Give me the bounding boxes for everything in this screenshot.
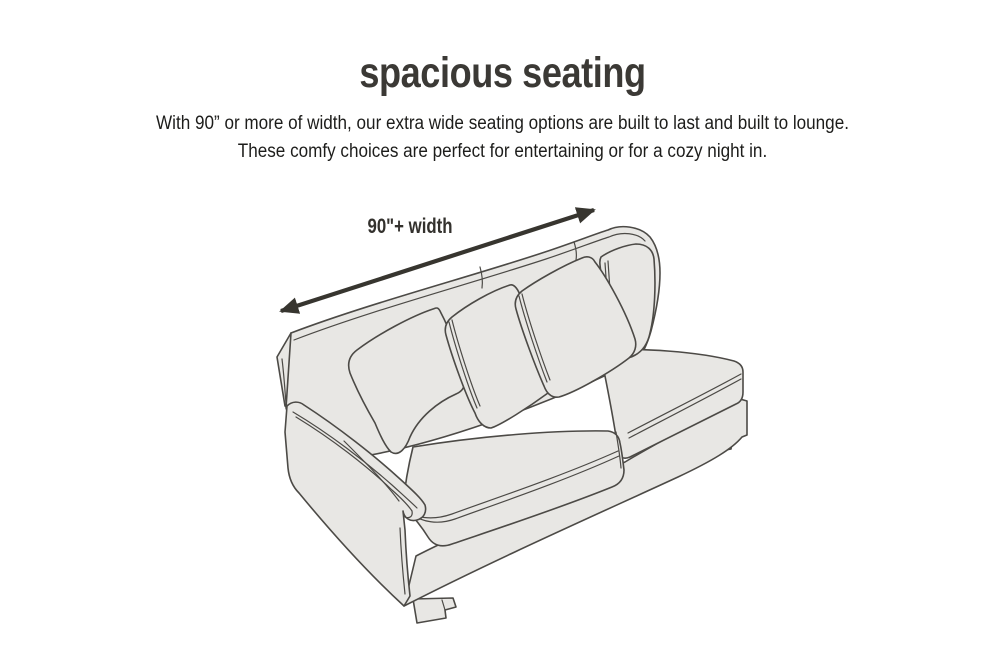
width-dimension-label: 90"+ width: [367, 215, 453, 238]
sofa-front-left-foot: [413, 598, 456, 623]
description-line-1: With 90” or more of width, our extra wide seating options are built to last and built to lounge.: [156, 113, 849, 134]
sofa-illustration: [277, 227, 747, 623]
page-title: spacious seating: [359, 49, 646, 97]
description-line-2: These comfy choices are perfect for entertaining or for a cozy night in.: [237, 140, 768, 162]
